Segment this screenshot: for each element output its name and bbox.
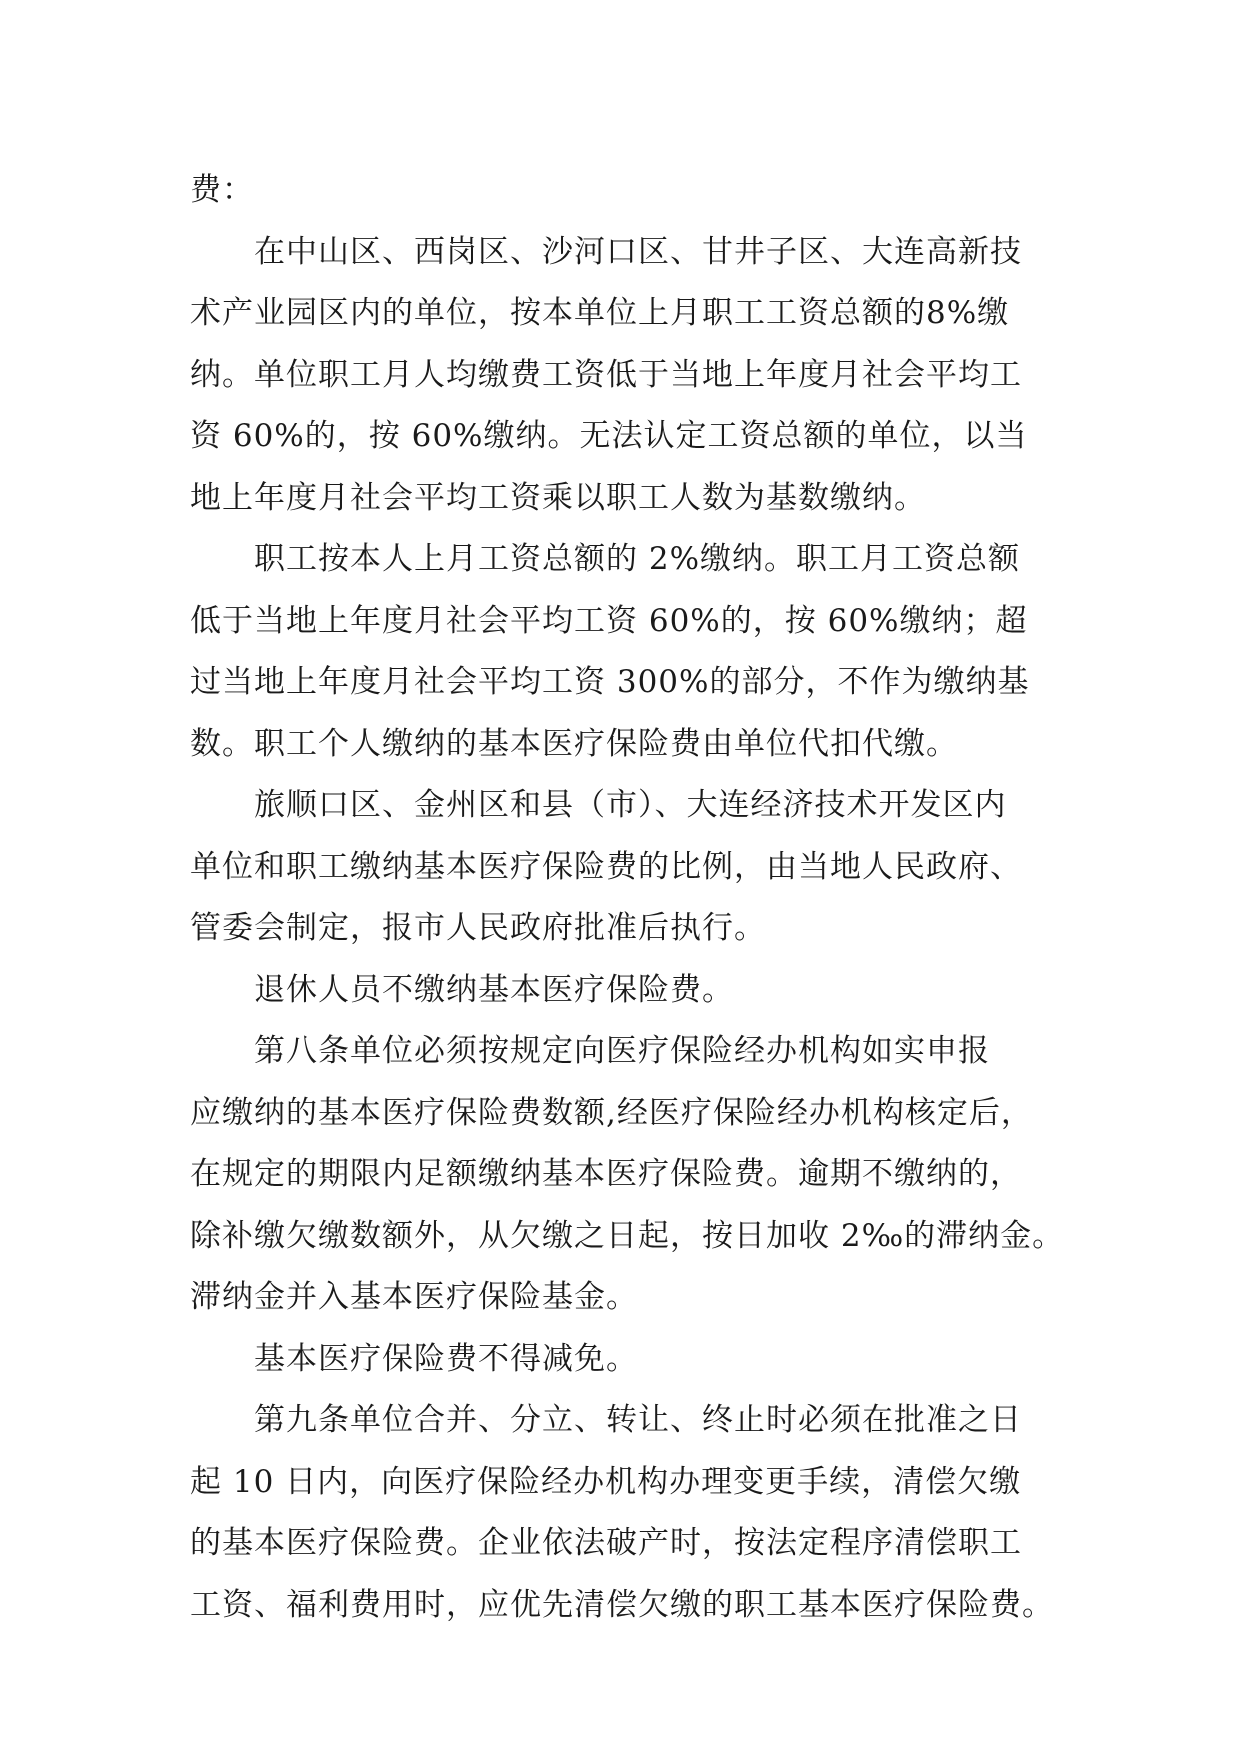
text-line: 退休人员不缴纳基本医疗保险费。 bbox=[254, 971, 734, 1008]
text-line: 数。职工个人缴纳的基本医疗保险费由单位代扣代缴。 bbox=[190, 725, 958, 762]
text-line: 过当地上年度月社会平均工资 300%的部分，不作为缴纳基 bbox=[190, 664, 1030, 700]
text-line: 单位和职工缴纳基本医疗保险费的比例，由当地人民政府、 bbox=[190, 848, 1022, 885]
text-line: 地上年度月社会平均工资乘以职工人数为基数缴纳。 bbox=[190, 479, 926, 516]
text-line: 术产业园区内的单位，按本单位上月职工工资总额的8%缴 bbox=[190, 295, 1010, 331]
text-line: 纳。单位职工月人均缴费工资低于当地上年度月社会平均工 bbox=[190, 356, 1022, 393]
text-line: 起 10 日内，向医疗保险经办机构办理变更手续，清偿欠缴 bbox=[190, 1463, 1022, 1500]
document-body bbox=[190, 160, 1070, 1636]
text-line: 在规定的期限内足额缴纳基本医疗保险费。逾期不缴纳的， bbox=[190, 1156, 1022, 1192]
text-line: 资 60%的，按 60%缴纳。无法认定工资总额的单位，以当 bbox=[190, 418, 1028, 454]
text-line: 在中山区、西岗区、沙河口区、甘井子区、大连高新技 bbox=[254, 233, 1022, 270]
text-line: 职工按本人上月工资总额的 2%缴纳。职工月工资总额 bbox=[254, 541, 1021, 577]
text-line: 第九条单位合并、分立、转让、终止时必须在批准之日 bbox=[254, 1402, 1022, 1438]
text-line: 工资、福利费用时，应优先清偿欠缴的职工基本医疗保险费。 bbox=[190, 1586, 1054, 1623]
text-line: 费： bbox=[190, 172, 254, 208]
text-line: 低于当地上年度月社会平均工资 60%的，按 60%缴纳；超 bbox=[190, 602, 1028, 639]
text-line: 应缴纳的基本医疗保险费数额,经医疗保险经办机构核定后， bbox=[190, 1094, 1033, 1131]
text-line: 管委会制定，报市人民政府批准后执行。 bbox=[190, 910, 766, 946]
text-line: 的基本医疗保险费。企业依法破产时，按法定程序清偿职工 bbox=[190, 1525, 1022, 1561]
text-line: 滞纳金并入基本医疗保险基金。 bbox=[190, 1279, 638, 1315]
text-line: 基本医疗保险费不得减免。 bbox=[254, 1340, 638, 1377]
text-line: 第八条单位必须按规定向医疗保险经办机构如实申报 bbox=[254, 1033, 990, 1069]
text-line: 除补缴欠缴数额外，从欠缴之日起，按日加收 2‰的滞纳金。 bbox=[190, 1217, 1065, 1254]
text-line: 旅顺口区、金州区和县（市）、大连经济技术开发区内 bbox=[254, 787, 1007, 823]
